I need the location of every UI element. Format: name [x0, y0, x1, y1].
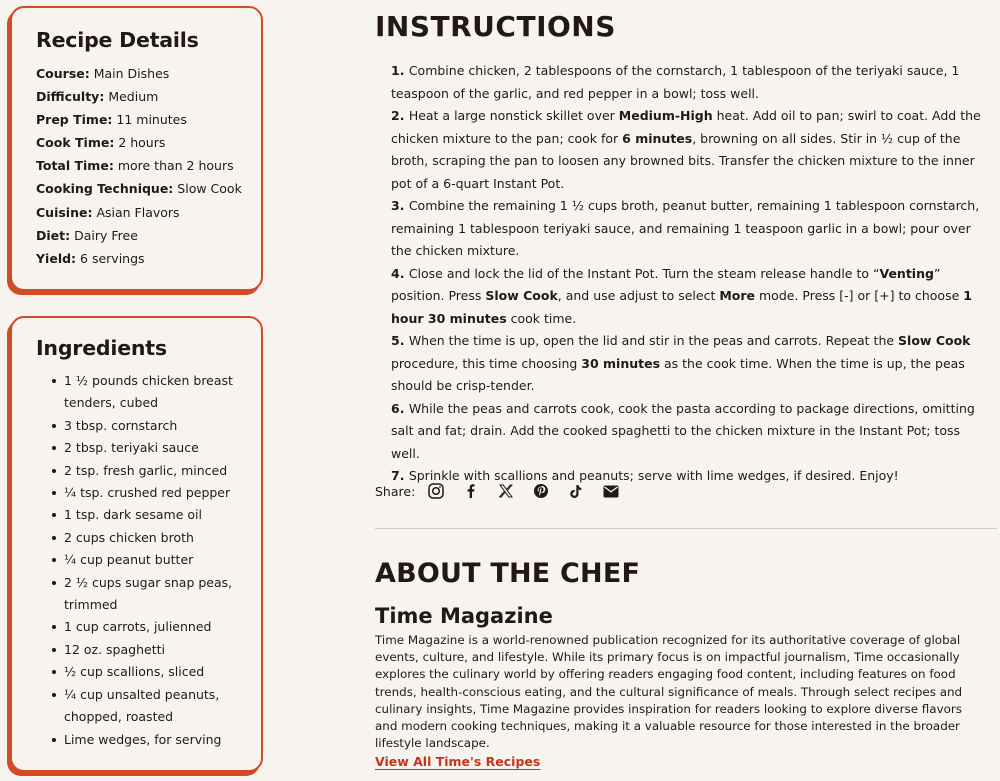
recipe-detail-value: 2 hours — [118, 135, 166, 151]
recipe-detail-row — [36, 62, 261, 85]
chef-bio: Time Magazine is a world-renowned publication recognized for its authoritative coverage of global events, culture, and lifestyle. While its primary focus is on impactful journalism, Time occasionally explores the culinary world by offering readers engaging food content, including features on food trends, health-conscious eating, and the cultural significance of meals. Through select recipes and culinary insights, Time Magazine provides inspiration for readers looking to explore diverse flavors and modern cooking techniques, making it a valuable resource for those interested in the broader lifestyle landscape. — [375, 633, 963, 751]
instruction-emphasis: 6. — [391, 400, 409, 416]
recipe-detail-row — [36, 224, 261, 247]
ingredient-item: 2 ½ cups sugar snap peas, trimmed — [52, 572, 244, 617]
email-icon[interactable] — [600, 480, 622, 502]
ingredient-item: 1 cup carrots, julienned — [52, 616, 244, 638]
ingredient-item: Lime wedges, for serving — [52, 729, 244, 751]
instruction-text: Sprinkle with scallions and peanuts; serve with lime wedges, if desired. Enjoy! — [408, 468, 899, 483]
instruction-text: When the time is up, open the lid and stir in the peas and carrots. Repeat the — [408, 333, 899, 348]
recipe-details-list — [36, 62, 261, 270]
instruction-emphasis: 4. — [391, 265, 409, 281]
instruction-emphasis: More — [719, 288, 756, 303]
recipe-detail-label: Diet: — [36, 227, 71, 243]
instruction-text: Heat a large nonstick skillet over — [408, 108, 619, 123]
instruction-step — [391, 195, 991, 263]
recipe-detail-value: 11 minutes — [116, 112, 187, 128]
instagram-icon[interactable] — [425, 480, 447, 502]
recipe-detail-value: 6 servings — [80, 250, 145, 266]
instruction-emphasis: Slow Cook — [898, 333, 971, 348]
share-bar — [375, 480, 635, 502]
recipe-detail-label: Course: — [36, 66, 90, 81]
instruction-step — [391, 105, 991, 195]
main-content — [375, 0, 997, 769]
instruction-emphasis: 5. — [391, 333, 409, 348]
view-all-recipes-link[interactable]: View All Time's Recipes — [375, 754, 541, 769]
instruction-emphasis: 3. — [391, 198, 409, 213]
section-divider — [375, 528, 997, 529]
recipe-detail-value: Slow Cook — [177, 181, 242, 197]
instruction-text: heat. Add oil to pan; swirl to coat. Add the chicken mixture to the pan; cook for — [391, 108, 981, 146]
recipe-detail-label: Difficulty: — [36, 89, 105, 105]
instruction-step — [391, 330, 991, 398]
recipe-details-title: Recipe Details — [36, 28, 199, 52]
instructions-list — [391, 60, 991, 488]
instruction-emphasis: 1 hour 30 minutes — [391, 288, 972, 326]
instruction-emphasis: Venting — [879, 265, 934, 281]
tiktok-icon[interactable] — [565, 480, 587, 502]
instruction-text: Combine the remaining 1 ½ cups broth, peanut butter, remaining 1 tablespoon cornstarch, remaining 1 tablespoon teriyaki sauce, and remaining 1 teaspoon garlic in a bowl; pour over the chicken mixture. — [391, 198, 980, 258]
instruction-text: as the cook time. When the time is up, the peas should be crisp-tender. — [391, 355, 965, 393]
instruction-emphasis: 30 minutes — [581, 355, 661, 371]
ingredient-item: ¼ cup unsalted peanuts, chopped, roasted — [52, 684, 244, 729]
instructions-title: INSTRUCTIONS — [375, 10, 616, 43]
recipe-detail-label: Total Time: — [36, 158, 114, 174]
instruction-step — [391, 263, 991, 331]
instruction-text: cook time. — [506, 310, 577, 326]
recipe-detail-row — [36, 108, 261, 131]
ingredients-list — [36, 370, 261, 751]
instruction-emphasis: 1. — [391, 63, 409, 78]
recipe-details-card — [10, 6, 263, 291]
instruction-text: mode. Press [-] or [+] to choose — [755, 288, 964, 303]
instruction-text: Combine chicken, 2 tablespoons of the cornstarch, 1 tablespoon of the teriyaki sauce, 1 teaspoon of the garlic, and red pepper in a bowl; toss well. — [391, 63, 960, 101]
instruction-emphasis: 6 minutes — [622, 130, 693, 146]
x-icon[interactable] — [495, 480, 517, 502]
ingredients-title: Ingredients — [36, 336, 167, 360]
instruction-emphasis: Medium-High — [618, 108, 713, 123]
pinterest-icon[interactable] — [530, 480, 552, 502]
instruction-emphasis: 2. — [391, 108, 409, 123]
ingredient-item: 1 tsp. dark sesame oil — [52, 504, 244, 526]
instruction-text: ” position. Press — [391, 265, 941, 303]
about-chef-title: ABOUT THE CHEF — [375, 558, 641, 589]
instruction-emphasis: Slow Cook — [485, 288, 558, 303]
instruction-text: Close and lock the lid of the Instant Pot. Turn the steam release handle to “ — [408, 265, 880, 281]
recipe-detail-label: Cooking Technique: — [36, 181, 174, 197]
recipe-detail-value: Medium — [108, 89, 159, 105]
instruction-text: procedure, this time choosing — [391, 355, 582, 371]
recipe-detail-row — [36, 201, 261, 224]
ingredient-item: 3 tbsp. cornstarch — [52, 415, 244, 437]
recipe-detail-value: Asian Flavors — [96, 204, 180, 220]
recipe-detail-row — [36, 177, 261, 200]
instruction-step — [391, 398, 991, 466]
instruction-step — [391, 60, 991, 105]
recipe-detail-row — [36, 154, 261, 177]
recipe-detail-label: Yield: — [36, 250, 77, 266]
facebook-icon[interactable] — [460, 480, 482, 502]
share-label: Share: — [375, 483, 416, 499]
ingredients-card — [10, 316, 263, 772]
ingredient-item: ¼ cup peanut butter — [52, 549, 244, 571]
recipe-detail-row — [36, 131, 261, 154]
recipe-detail-value: more than 2 hours — [117, 158, 234, 174]
instruction-emphasis: 7. — [391, 468, 409, 483]
recipe-detail-value: Main Dishes — [93, 66, 170, 81]
recipe-detail-row — [36, 85, 261, 108]
recipe-detail-value: Dairy Free — [74, 227, 138, 243]
instruction-text: , and use adjust to select — [557, 288, 720, 303]
instruction-text: , browning on all sides. Stir in ½ cup of the broth, scraping the pan to loosen any browned bits. Transfer the chicken mixture to the inner pot of a 6-quart Instant Pot. — [391, 130, 975, 191]
ingredient-item: ¼ tsp. crushed red pepper — [52, 482, 244, 504]
instruction-text: While the peas and carrots cook, cook the pasta according to package directions, omitting salt and fat; drain. Add the cooked spaghetti to the chicken mixture in the Instant Pot; toss well. — [391, 400, 975, 461]
recipe-detail-row — [36, 247, 261, 270]
recipe-detail-label: Cuisine: — [36, 204, 93, 220]
ingredient-item: 1 ½ pounds chicken breast tenders, cubed — [52, 370, 244, 415]
ingredient-item: 2 tbsp. teriyaki sauce — [52, 437, 244, 459]
ingredient-item: 2 cups chicken broth — [52, 527, 244, 549]
recipe-detail-label: Cook Time: — [36, 135, 115, 151]
chef-name: Time Magazine — [375, 604, 553, 628]
recipe-detail-label: Prep Time: — [36, 112, 113, 128]
ingredient-item: 2 tsp. fresh garlic, minced — [52, 460, 244, 482]
ingredient-item: 12 oz. spaghetti — [52, 639, 244, 661]
ingredient-item: ½ cup scallions, sliced — [52, 661, 244, 683]
